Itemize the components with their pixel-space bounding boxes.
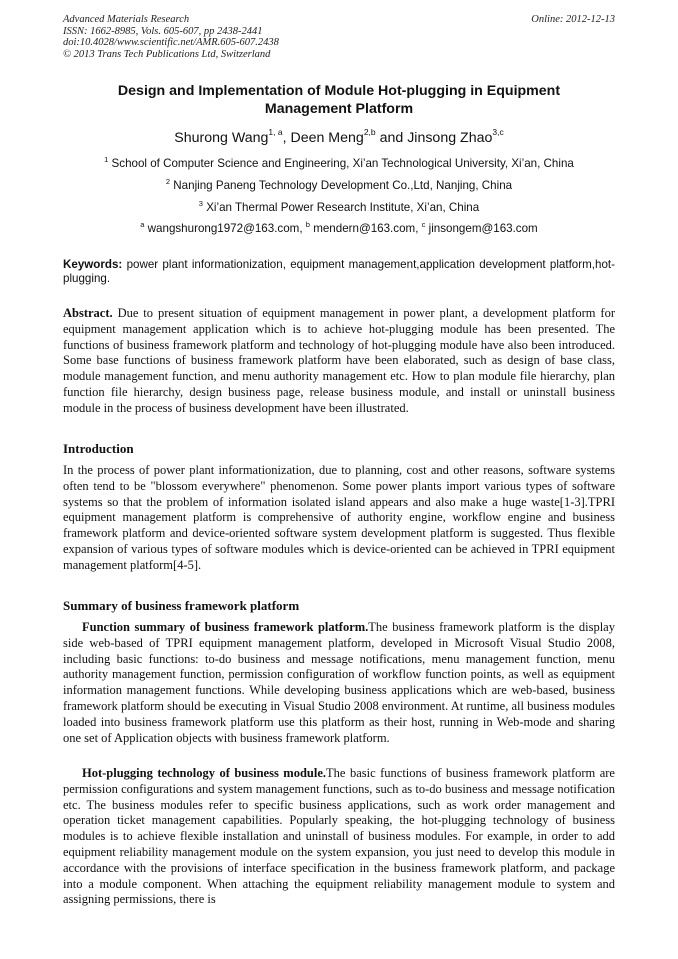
title-line-2: Management Platform: [264, 101, 414, 117]
introduction-heading: Introduction: [63, 441, 134, 456]
email-a-sup: a: [140, 220, 145, 229]
paper-title: [63, 82, 615, 118]
affiliation-3-text: Xi’an Thermal Power Research Institute, Xi’an, China: [206, 201, 480, 214]
author-3-sup: 3,c: [492, 127, 504, 137]
abstract-label: Abstract.: [63, 306, 113, 320]
online-date: Online: 2012-12-13: [531, 14, 615, 25]
doi-line: doi:10.4028/www.scientific.net/AMR.605-607.2438: [63, 37, 279, 48]
author-1: Shurong Wang: [174, 130, 269, 146]
paragraph-2-text: The basic functions of business framework platform are permission configurations and system management functions, such as to-do business and message notification etc. The business modules refer to specific business applications, such as work order management and operation ticket management capabilities. Popularly speaking, the hot-plugging technology of business modules is to achieve flexible installation and uninstall of business modules. For example, in order to add equipment reliability management module on the system expansion, you just need to develop this module in accordance with the provisions of interface specification in the business framework platform, and package into a module component. When attaching the equipment reliability management module to system and assigning permissions, there is: [63, 766, 615, 907]
abstract: [63, 306, 615, 417]
issn-line: ISSN: 1662-8985, Vols. 605-607, pp 2438-2441: [63, 25, 263, 37]
introduction-text: In the process of power plant informationization, due to planning, cost and other reasons, software systems often tend to be "blossom everywhere" phenomenon. Some power plants import various types of software systems so that the problem of information isolated island appears and also make a huge waste[1-3].TPRI equipment management platform is comprehensive of authority engine, workflow engine and business framework platform and device-oriented software system development platform is suggested. Thus flexible expansion of various types of software modules which is device-oriented can be achieved in TPRI equipment management platform[4-5].: [63, 463, 615, 572]
keywords-label: Keywords:: [63, 258, 123, 271]
email-a: wangshurong1972@163.com: [147, 222, 300, 235]
affiliation-2-text: Nanjing Paneng Technology Development Co.,Ltd, Nanjing, China: [173, 179, 513, 192]
affiliation-3-sup: 3: [198, 199, 203, 208]
author-3: Jinsong Zhao: [407, 130, 493, 146]
title-line-1: Design and Implementation of Module Hot-plugging in Equipment: [117, 83, 561, 99]
paragraph-1-text: The business framework platform is the display side web-based of TPRI equipment management platform, developed in Microsoft Visual Studio 2008, including basic functions: to-do business and message notifications, menu management function, menu authority management function, permission configuration of workflow function points, as well as equipment information management functions. While developing business applications which are web-based, business framework platform should be executing in Visual Studio 2008 environment. At runtime, all business modules loaded into business framework platform use this platform as their host, running in Web-mode and sharing one set of Application objects with business framework platform.: [63, 620, 615, 745]
summary-paragraph-1: [63, 620, 615, 746]
affiliation-1: [63, 157, 615, 171]
author-sep-2: and: [375, 130, 408, 146]
affiliation-1-sup: 1: [104, 155, 109, 164]
affiliation-3: [63, 201, 615, 215]
journal-name: Advanced Materials Research: [63, 14, 190, 25]
summary-paragraph-2: [63, 766, 615, 908]
keywords-text: power plant informationization, equipment management,application development platform,hot-plugging.: [63, 258, 615, 285]
keywords: [63, 258, 615, 286]
email-b-sup: b: [305, 220, 310, 229]
journal-header: [63, 14, 615, 60]
paragraph-1-lead: Function summary of business framework platform.: [82, 620, 369, 634]
affiliation-2-sup: 2: [165, 177, 171, 186]
affiliation-2: [63, 179, 615, 193]
author-2: Deen Meng: [290, 130, 364, 146]
email-line: $^a$ wangshurong1972@163.com, $^b$ mendern@163.com, $^c$ jinsongem@163.com: [140, 220, 538, 235]
email-c: jinsongem@163.com: [428, 222, 538, 235]
copyright-line: © 2013 Trans Tech Publications Ltd, Switzerland: [63, 48, 271, 60]
email-c-sup: c: [421, 220, 426, 229]
abstract-text: Due to present situation of equipment management in power plant, a development platform for equipment management application which is to achieve hot-plugging module has been presented. The functions of business framework platform and technology of hot-plugging module have also been introduced. Some base functions of business framework platform have been elaborated, such as design of base class, module management function, and menu authority management etc. How to plan module file hierarchy, plan function file hierarchy, design business page, release business module, and install or uninstall business module in the process of business development have been illustrated.: [63, 306, 616, 415]
author-sep-1: ,: [282, 130, 291, 146]
author-1-sup: 1, a: [268, 127, 283, 137]
author-list: [63, 129, 615, 147]
email-b: mendern@163.com: [313, 222, 416, 235]
author-2-sup: 2,b: [363, 127, 376, 137]
summary-heading: Summary of business framework platform: [63, 598, 300, 613]
paragraph-2-lead: Hot-plugging technology of business module.: [82, 766, 327, 780]
affiliation-1-text: School of Computer Science and Engineering, Xi’an Technological University, Xi’an, China: [111, 157, 574, 170]
